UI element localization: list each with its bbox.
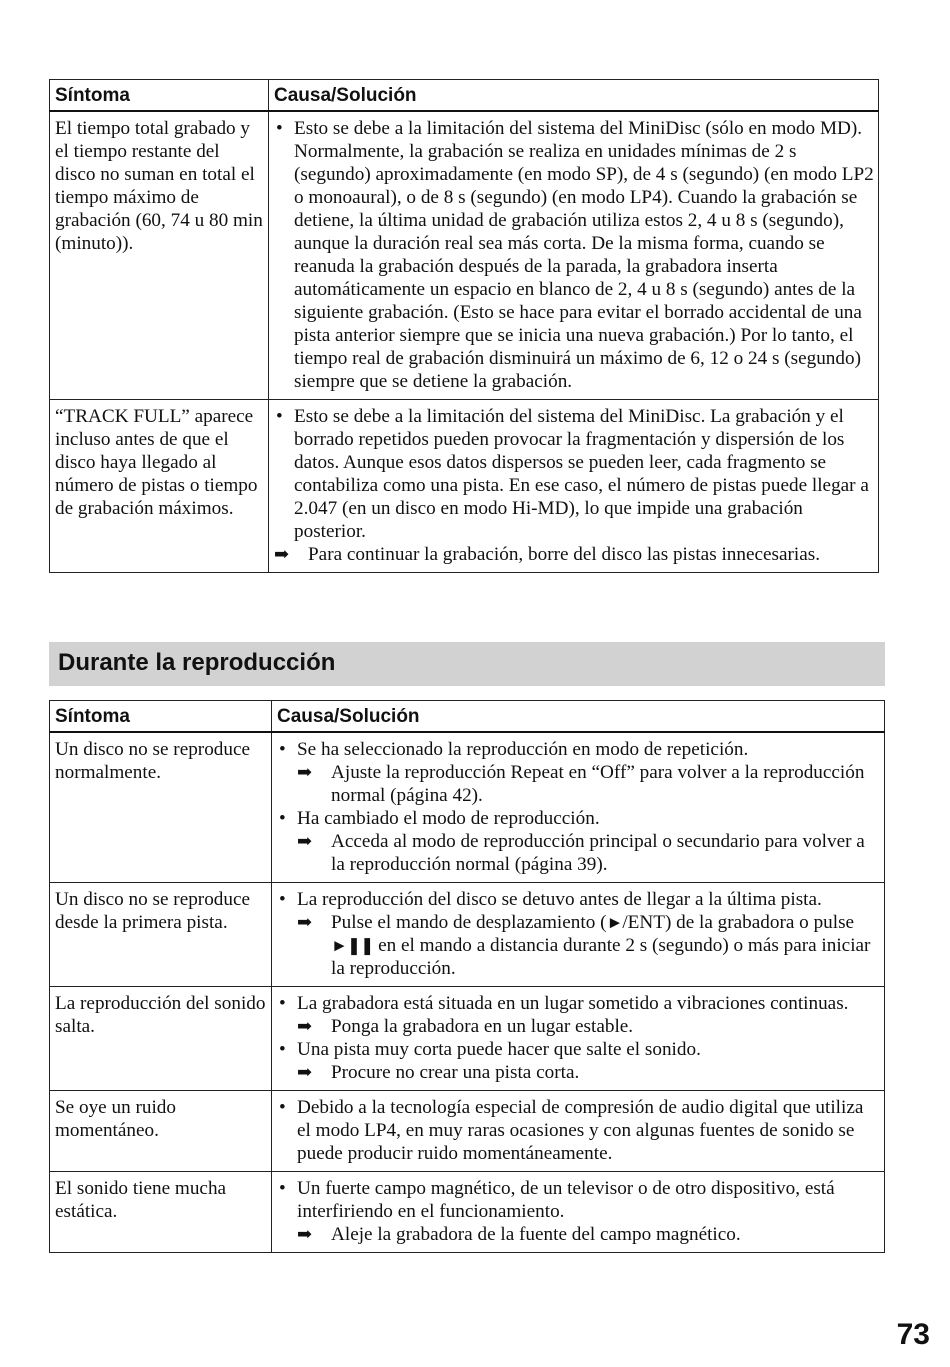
cause-bullet — [277, 1038, 880, 1061]
solution-text: Pulse el mando de desplazamiento ( — [331, 912, 607, 933]
solution-text: Aleje la grabadora de la fuente del campo magnético. — [331, 1224, 741, 1245]
arrow-right-icon: ➡ — [297, 1062, 313, 1082]
cause-bullet — [277, 807, 880, 830]
cause-bullet — [277, 888, 880, 911]
symptom-cell: La reproducción del sonido salta. — [50, 987, 272, 1091]
cause-cell — [272, 732, 885, 883]
symptom-cell: El sonido tiene mucha estática. — [50, 1172, 272, 1253]
cause-text: Debido a la tecnología especial de compresión de audio digital que utiliza el modo LP4, en muy raras ocasiones y con algunas fuentes de sonido se puede producir ruido momentáneamente. — [297, 1097, 864, 1164]
table-row — [50, 883, 885, 987]
cause-cell — [269, 400, 879, 573]
solution-text: Procure no crear una pista corta. — [331, 1062, 580, 1083]
cause-text: Esto se debe a la limitación del sistema del MiniDisc. La grabación y el borrado repetidos pueden provocar la fragmentación y dispersión de los datos. Aunque esos datos dispersos se pueden leer, cada fragmento se contabiliza como una pista. En ese caso, el número de pistas puede llegar a 2.047 (en un disco en modo Hi-MD), lo que impide una grabación posterior. — [294, 406, 869, 542]
cause-bullet — [277, 1096, 880, 1165]
bullet-icon: • — [279, 889, 286, 910]
symptom-cell: “TRACK FULL” aparece incluso antes de que el disco haya llegado al número de pistas o tiempo de grabación máximos. — [50, 400, 269, 573]
header-cause: Causa/Solución — [269, 80, 879, 112]
cause-cell — [272, 883, 885, 987]
solution-line — [277, 761, 880, 807]
cause-bullet — [274, 405, 874, 543]
solution-line — [274, 543, 874, 566]
table-row — [50, 111, 879, 400]
page-number: 73 — [896, 1318, 930, 1351]
bullet-icon: • — [276, 406, 283, 427]
solution-text: en el mando a distancia durante 2 s (segundo) o más para iniciar la reproducción. — [331, 935, 871, 979]
bullet-icon: • — [279, 1039, 286, 1060]
table-row — [50, 1091, 885, 1172]
play-enter-icon: ► — [606, 913, 623, 932]
section-title: Durante la reproducción — [49, 642, 885, 686]
solution-line — [277, 1223, 880, 1246]
solution-line — [277, 911, 880, 980]
bullet-icon: • — [279, 1097, 286, 1118]
cause-cell — [272, 1091, 885, 1172]
symptom-cell: Un disco no se reproduce desde la primera pista. — [50, 883, 272, 987]
solution-line — [277, 830, 880, 876]
symptom-cell: El tiempo total grabado y el tiempo restante del disco no suman en total el tiempo máximo de grabación (60, 74 u 80 min (minuto)). — [50, 111, 269, 400]
cause-text: La reproducción del disco se detuvo antes de llegar a la última pista. — [297, 889, 822, 910]
cause-text: Se ha seleccionado la reproducción en modo de repetición. — [297, 739, 749, 760]
symptom-cell: Se oye un ruido momentáneo. — [50, 1091, 272, 1172]
troubleshooting-table-playback — [49, 700, 885, 1253]
solution-text: Ponga la grabadora en un lugar estable. — [331, 1016, 634, 1037]
cause-text: Una pista muy corta puede hacer que salte el sonido. — [297, 1039, 701, 1060]
cause-bullet — [277, 992, 880, 1015]
solution-text: Para continuar la grabación, borre del disco las pistas innecesarias. — [308, 544, 821, 565]
cause-text: La grabadora está situada en un lugar sometido a vibraciones continuas. — [297, 993, 849, 1014]
symptom-cell: Un disco no se reproduce normalmente. — [50, 732, 272, 883]
table-row — [50, 732, 885, 883]
table-header-row — [50, 80, 879, 112]
bullet-icon: • — [279, 808, 286, 829]
troubleshooting-table-recording — [49, 79, 879, 573]
header-cause: Causa/Solución — [272, 701, 885, 733]
arrow-right-icon: ➡ — [297, 831, 313, 851]
cause-cell — [269, 111, 879, 400]
cause-bullet — [274, 117, 874, 393]
bullet-icon: • — [276, 118, 283, 139]
solution-text: Ajuste la reproducción Repeat en “Off” para volver a la reproducción normal (página 42). — [331, 762, 865, 806]
cause-cell — [272, 1172, 885, 1253]
table-row — [50, 400, 879, 573]
cause-bullet — [277, 738, 880, 761]
header-symptom: Síntoma — [50, 701, 272, 733]
cause-text: Un fuerte campo magnético, de un televisor o de otro dispositivo, está interfiriendo en el funcionamiento. — [297, 1178, 835, 1222]
cause-text: Esto se debe a la limitación del sistema del MiniDisc (sólo en modo MD). Normalmente, la grabación se realiza en unidades mínimas de 2 s (segundo) aproximadamente (en modo SP), de 4 s (segundo) (en modo LP2 o monoaural), o de 8 s (segundo) (en modo LP4). Cuando la grabación se detiene, la última unidad de grabación utiliza estos 2, 4 u 8 s (segundo), aunque la duración real sea más corta. De la misma forma, cuando se reanuda la grabación después de la parada, la grabadora inserta automáticamente un espacio en blanco de 2, 4 u 8 s (segundo) antes de la siguiente grabación. (Esto se hace para evitar el borrado accidental de una pista anterior siempre que se inicia una nueva grabación.) Por lo tanto, el tiempo real de grabación disminuirá un máximo de 6, 12 o 24 s (segundo) siempre que se detiene la grabación. — [294, 118, 874, 392]
arrow-right-icon: ➡ — [297, 1224, 313, 1244]
cause-text: Ha cambiado el modo de reproducción. — [297, 808, 600, 829]
solution-line — [277, 1061, 880, 1084]
solution-text: /ENT) de la grabadora o pulse — [622, 912, 855, 933]
solution-text: Acceda al modo de reproducción principal o secundario para volver a la reproducción normal (página 39). — [331, 831, 865, 875]
table-row — [50, 1172, 885, 1253]
arrow-right-icon: ➡ — [297, 1016, 313, 1036]
table-row — [50, 987, 885, 1091]
arrow-right-icon: ➡ — [297, 762, 313, 782]
table-header-row — [50, 701, 885, 733]
arrow-right-icon: ➡ — [274, 544, 290, 564]
cause-bullet — [277, 1177, 880, 1223]
bullet-icon: • — [279, 1178, 286, 1199]
cause-cell — [272, 987, 885, 1091]
bullet-icon: • — [279, 739, 286, 760]
solution-line — [277, 1015, 880, 1038]
arrow-right-icon: ➡ — [297, 912, 313, 932]
bullet-icon: • — [279, 993, 286, 1014]
play-pause-icon: ►❚❚ — [331, 936, 374, 955]
header-symptom: Síntoma — [50, 80, 269, 112]
